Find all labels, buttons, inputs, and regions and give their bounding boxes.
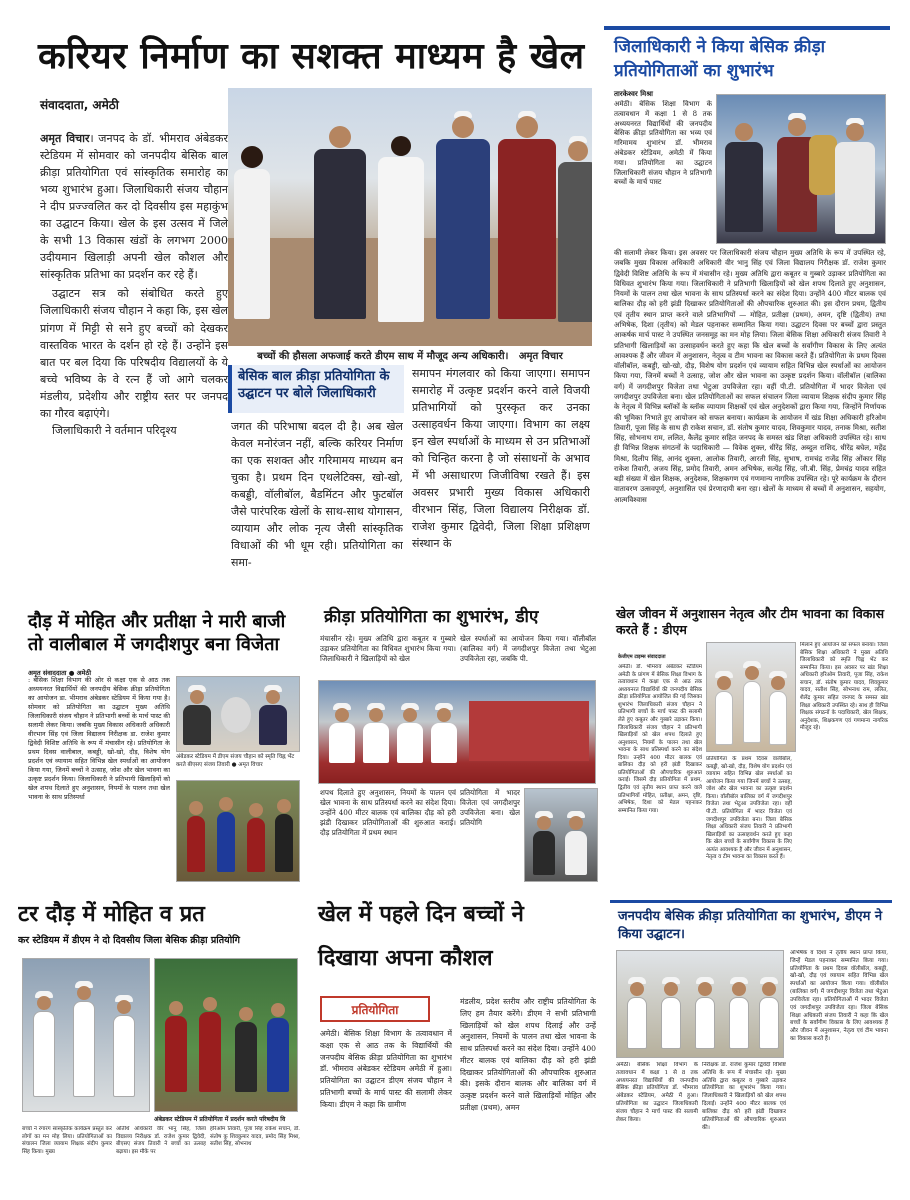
- foot-col-2: अतिथि अधिकारी वीर भानु सिंह, जिला विद्यालय निरीक्षक डॉ. राजेश कुमार द्विवेदी, बीएसए संजय तिवारी ने बच्चों का उत्साह बढ़ाया। इस मौके पर: [116, 1126, 206, 1155]
- headline: करियर निर्माण का सशक्त माध्यम है खेल: [38, 36, 585, 77]
- news-photo-kho-kho: [154, 958, 298, 1112]
- news-photo-ceremony: [616, 950, 784, 1058]
- para-1: । जनपद के डॉ. भीमराव अंबेडकर स्टेडियम में सोमवार को जनपदीय बेसिक बाल क्रीड़ा प्रतियोगिता एवं सांस्कृतिक समारोह का भव्य शुभारंभ हुआ। जिलाधिकारी संजय चौहान ने दीप प्रज्ज्वलित कर दो दिवसीय इस महाकुंभ का उद्घाटन किया। खेल के इस उत्सव में जिले के सभी 13 विकास खंडों के लगभग 2000 उदीयमान खिलाड़ी अपनी खेल कौशल और सांस्कृतिक प्रतिभा का प्रदर्शन कर रहे हैं।: [40, 132, 228, 282]
- section-tag-label: प्रतियोगिता: [351, 1002, 399, 1017]
- photo-caption: अंबेडकर स्टेडियम में डीएम संजय चौहान को स्मृति चिह्न भेंट करते बीएसए संजय तिवारी ● अमृत विचार: [176, 754, 295, 768]
- news-photo-dm-with-children: [228, 88, 592, 346]
- para-2: उद्घाटन सत्र को संबोधित करते हुए जिलाधिकारी संजय चौहान ने कहा कि, इस खेल प्रांगण में मिट्टी से सने हुए बच्चों को देखकर वास्तविक भारत के दर्शन हो रहे हैं। उन्होंने इस बात पर बल दिया कि परिषदीय विद्यालयों के ये बच्चे भविष्य के वे रत्न हैं जो आगे चलकर मंडलीय, प्रदेशीय और राष्ट्रीय स्तर पर जनपद का गौरव बढ़ाएंगे।: [40, 287, 228, 420]
- para-3: जिलाधिकारी ने वर्तमान परिदृश्य: [52, 423, 177, 437]
- byline: अमृत संवाददाता ● अमेठी: [28, 669, 91, 677]
- column-1: अमेठी। बेसिक शिक्षा विभाग के तत्वावधान में कक्षा एक से आठ तक के विद्यार्थियों की जनपदीय बेसिक क्रीड़ा प्रतियोगिता का शुभारंभ डॉ. भीमराव अंबेडकर स्टेडियम अमेठी में हुआ। प्रतियोगिता का उद्घाटन डीएम संजय चौहान ने प्रतिभागी बच्चों के मार्च पास्ट की सलामी लेकर किया। डीएम ने कहा कि ग्रामीण: [320, 1029, 452, 1109]
- headline-line-2: दिखाया अपना कौशल: [318, 946, 493, 971]
- headline: जनपदीय बेसिक क्रीड़ा प्रतियोगिता का शुभारंभ, डीएम ने किया उद्घाटन।: [618, 909, 883, 942]
- news-photo-yoga: [706, 642, 796, 752]
- clip-main-article: [28, 22, 596, 594]
- column-2: प्रतियोगिता के प्रथम दिवस वालीबॉल, कबड्डी, खो-खो, दौड़, विशेष योग प्रदर्शन एवं व्यायाम सहित विभिन्न खेल स्पर्धाओं का आयोजन किया गया जिनमें बच्चों ने उत्साह, जोश और खेल भावना का उत्कृष्ट प्रदर्शन किया। वॉलीबॉल बालिका वर्ग में जगदीशपुर विजेता तथा भेटुआ उपविजेता रहा। वहीं पी.टी. प्रतियोगिता में भादर विजेता एवं जगदीशपुर उपविजेता बना। जिला बेसिक शिक्षा अधिकारी संजय तिवारी ने प्रतिभागी खिलाड़ियों का उत्साहवर्धन करते हुए कहा कि खेल बच्चों के सर्वांगीण विकास के लिए अत्यंत आवश्यक है और जीवन में अनुशासन, नेतृत्व व टीम भावना का विकास करते हैं।: [706, 756, 792, 861]
- headline: क्रीड़ा प्रतियोगिता का शुभारंभ, डीए: [324, 607, 539, 627]
- byline: संवाददाता, अमेठी: [40, 98, 119, 112]
- article-column-2: जगत की परिभाषा बदल दी है। अब खेल केवल मनोरंजन नहीं, बल्कि करियर निर्माण का एक सशक्त और गरिमामय माध्यम बन चुका है। प्रथम दिन एथलेटिक्स, खो-खो, कबड्डी, वॉलीबॉल, बैडमिंटन और फुटबॉल जैसे पारंपरिक खेलों के साथ-साथ योगासन, व्यायाम और लोक नृत्य जैसी सांस्कृतिक विधाओं की भी धूम रही। प्रतियोगिता का समा-: [231, 420, 403, 570]
- headline: दौड़ में मोहित और प्रतीक्षा ने मारी बाजी तो वालीबाल में जगदीशपुर बना विजेता: [28, 611, 286, 656]
- bottom-right-text: प्रतियोगिता में भादर विजेता एवं जगदीशपुर उपविजेता बना। खेल प्रतियोगि: [460, 788, 520, 828]
- clip-discipline-teamwork: [610, 604, 892, 886]
- news-photo-yoga-pose: [22, 958, 150, 1112]
- article-body: की सलामी लेकर किया। इस अवसर पर जिलाधिकारी संजय चौहान मुख्य अतिथि के रूप में उपस्थित रहे, जबकि मुख्य विकास अधिकारी अधिकारी वीर भानु सिंह एवं जिला विद्यालय निरीक्षक डॉ. राजेश कुमार द्विवेदी विशिष्ट अतिथि के रूप में मंचासीन रहे। मुख्य अतिथि द्वारा कबूतर व गुब्बारे उड़ाकर प्रतियोगिता का विधिवत शुभारंभ किया गया। जिलाधिकारी ने प्रतिभागी खिलाड़ियों को खेल शपथ दिलाते हुए अनुशासन, नियमों के पालन तथा खेल भावना के साथ प्रतिस्पर्धा करने का संदेश दिया। उन्होंने 400 मीटर बालक एवं बालिका दौड़ को हरी झंडी दिखाकर प्रतियोगिताओं की औपचारिक शुरुआत की। इस दौरान प्रथम, द्वितीय एवं तृतीय स्थान प्राप्त करने वाले प्रतिभागियों — मोहित, प्रतीक्षा (प्रथम), अमन, दृष्टि (द्वितीय) तथा अभिषेक, दिशा (तृतीय) को मेडल पहनाकर सम्मानित किया गया। उद्घाटन दिवस पर बच्चों द्वारा प्रस्तुत आकर्षक मार्च पास्ट ने उपस्थित जनसमूह का मन मोह लिया। जिला बेसिक शिक्षा अधिकारी संजय तिवारी ने प्रतिभागी खिलाड़ियों का उत्साहवर्धन करते हुए कहा कि खेल बच्चों के सर्वांगीण विकास के लिए अत्यंत आवश्यक हैं और जीवन में अनुशासन, नेतृत्व व टीम भावना का विकास करते हैं। प्रतियोगिता के प्रथम दिवस वॉलीबॉल, कबड्डी, खो-खो, दौड़, विशेष योग प्रदर्शन एवं व्यायाम सहित विभिन्न खेल स्पर्धाओं का आयोजन किया गया, जिनमें बच्चों ने उत्साह, जोश और खेल भावना का उत्कृष्ट प्रदर्शन किया। वॉलीबॉल (बालिका वर्ग) में जगदीशपुर विजेता तथा भेटुआ उपविजेता रहा। वहीं पी.टी. प्रतियोगिता में भादर विजेता एवं जगदीशपुर उपविजेता बना। खेल प्रतियोगिताओं का सफल संचालन जिला व्यायाम शिक्षक संदीप कुमार सिंह के नेतृत्व में विभिन्न ब्लॉकों के ब्लॉक व्यायाम शिक्षकों एवं खेल अनुदेशकों द्वारा किया गया, जिन्होंने निर्णायक की भूमिका निभाते हुए आयोजन को सफल बनाया। कार्यक्रम के आयोजन में खंड शिक्षा अधिकारी हरिओम तिवारी, पूजा सिंह के साथ ही राकेश सचान, डॉ. संतोष कुमार यादव, शिवकुमार यादव, तनाक मिश्रा, सतीश सिंह, सोभनाथ राम, ललित, कैलेंद्र कुमार सहित जनपद के समस्त खंड शिक्षा अधिकारी उपस्थित रहे। साथ ही विभिन्न शिक्षक संगठनों के पदाधिकारी — विवेक शुक्ल, धीरेंद्र सिंह, अब्दुल राशिद, धीरेंद्र बघेल, महेंद्र मिश्रा, दिलीप सिंह, आनंद शुक्ला, आलोक तिवारी, आरती सिंह, सुभाष, रामचंद्र राजेंद्र सिंह ओंकार सिंह राकेश तिवारी, अजय सिंह, प्रमोद तिवारी, अमन अभिषेक, सत्येंद्र सिंह, जी.बी. सिंह, प्रेमचंद्र यादव सहित बड़ी संख्या में खेल शिक्षक, अनुदेशक, शिक्षकगण एवं गणमान्य नागरिक उपस्थित रहे। पूरे कार्यक्रम के दौरान वातावरण उत्सवपूर्ण, अनुशासित एवं प्रेरणादायी बना रहा। खेलों के माध्यम से बच्चों में अनुशासन, सहयोग, आत्मविश्वास: [614, 248, 886, 504]
- foot-col-1: बच्चों ने रंगारंग सांस्कृतिक कार्यक्रम प्रस्तुत कर लोगों का मन मोह लिया। प्रतियोगिताओं का संचालन जिला व्यायाम शिक्षक संदीप कुमार सिंह किया। मुख्य: [22, 1126, 112, 1155]
- photo-caption: अंबेडकर स्टेडियम में प्रतियोगिता में प्रदर्शन करते परिषदीय वि: [154, 1116, 286, 1123]
- news-photo-memento: [176, 676, 300, 752]
- subhead: कर स्टेडियम में डीएम ने दो दिवसीय जिला बेसिक क्रीड़ा प्रतियोगि: [18, 935, 240, 946]
- bottom-mid-column: निरीक्षक डॉ. राजेश कुमार द्विवेदी विशिष्ट अतिथि के रूप में मंचासीन रहे। मुख्य अतिथि द्वारा कबूतर व गुब्बारे उड़ाकर प्रतियोगिता का शुभारंभ किया गया। जिलाधिकारी ने खिलाड़ियों को खेल शपथ दिलाई। उन्होंने 400 मीटर बालक एवं बालिका दौड़ को हरी झंडी दिखाकर प्रतियोगिताओं की औपचारिक शुरुआत की।: [702, 1062, 786, 1131]
- photo-caption: बच्चों की हौसला अफजाई करते डीएम साथ में मौजूद अन्य अधिकारी। अमृत विचार: [257, 351, 563, 362]
- section-tag: [320, 996, 430, 1022]
- column-2: मंडलीय, प्रदेश स्तरीय और राष्ट्रीय प्रतियोगिता के लिए हम तैयार करेंगे। डीएम ने सभी प्रतिभागी खिलाड़ियों को खेल शपथ दिलाई और उन्हें अनुशासन, नियमों के पालन तथा खेल भावना के साथ प्रतिस्पर्धा करने का संदेश दिया। उन्होंने 400 मीटर बालक एवं बालिका दौड़ को हरी झंडी दिखाकर प्रतियोगिताओं की औपचारिक शुरुआत की। इसके दौरान बालक और बालिका वर्ग में उत्कृष्ट प्रदर्शन करने वाले खिलाड़ियों मोहित और प्रतीक्षा (प्रथम), अमन: [460, 997, 596, 1112]
- headline-line-1: खेल में पहले दिन बच्चों ने: [318, 902, 524, 927]
- right-column: अभिषेक व दिशा ने तृतीय स्थान प्राप्त किया, जिन्हें मेडल पहनाकर सम्मानित किया गया। प्रतियोगिता के प्रथम दिवस वॉलीबॉल, कबड्डी, खो-खो, दौड़ एवं व्यायाम सहित विभिन्न खेल स्पर्धाओं का आयोजन किया गया। वॉलीबॉल (बालिका वर्ग) में जगदीशपुर विजेता तथा भेटुआ उपविजेता रहा। प्रतियोगिताओं में भादर विजेता एवं जगदीशपुर उपविजेता रहा। जिला बेसिक शिक्षा अधिकारी संजय तिवारी ने कहा कि खेल बच्चों के सर्वांगीण विकास के लिए आवश्यक हैं और जीवन में अनुशासन, नेतृत्व एवं टीम भावना का विकास करते हैं।: [790, 950, 888, 1043]
- article-body: : बेसिक शिक्षा विभाग की ओर से कक्षा एक से आठ तक अध्ययनरत विद्यार्थियों की जनपदीय बेसिक क्रीड़ा प्रतियोगिता का आयोजन डा. भीमराव अंबेडकर स्टेडियम में किया गया है। सोमवार को प्रतियोगिता का उद्घाटन मुख्य अतिथि जिलाधिकारी संजय चौहान ने प्रतिभागी बच्चों के मार्च पास्ट की सलामी लेकर किया। जबकि मुख्य विकास अधिकारी अधिकारी वीरभान सिंह एवं जिला विद्यालय निरीक्षक डा. राजेश कुमार द्विवेदी विशिष्ट अतिथि के रूप में मंचासीन रहे। प्रतियोगिता के प्रथम दिवस वालीबाल, कबड्डी, खो-खो, दौड़, विशेष योग प्रदर्शन एवं व्यायाम सहित विभिन्न खेल स्पर्धाओं का आयोजन किया गया, जिनमें बच्चों ने उत्साह, जोश और खेल भावना का उत्कृष्ट प्रदर्शन किया। जिलाधिकारी ने प्रतिभागी खिलाड़ियों को खेल शपथ दिलाते हुए अनुशासन, नियमों के पालन तथा खेल भावना के साथ प्रतिस्पर्धा: [28, 676, 170, 801]
- clip-competition-start: [314, 604, 600, 886]
- article-column-3: समापन मंगलवार को किया जाएगा। समापन समारोह में उत्कृष्ट प्रदर्शन करने वाले विजयी प्रतिभागियों को पुरस्कृत कर उनका उत्साहवर्धन किया जाएगा। विभाग का लक्ष्य इन खेल स्पर्धाओं के माध्यम से उन प्रतिभाओं को चिन्हित करना है जो संसाधनों के अभाव में भी असाधारण जिजीविषा रखते हैं। इस अवसर प्रभारी मुख्य विकास अधिकारी वीरभान सिंह, जिला विद्यालय निरीक्षक डॉ. राजेश कुमार द्विवेदी, जिला शिक्षा प्रशिक्षण संस्थान के: [412, 367, 590, 551]
- article-column-1: [40, 130, 228, 590]
- intro-text: अमेठी। बेसिक शिक्षा विभाग के तत्वावधान में कक्षा 1 से 8 तक अध्ययनरत विद्यार्थियों की जनपदीय बेसिक क्रीड़ा प्रतियोगिता का भव्य एवं गरिमामय शुभारंभ डॉ. भीमराव अंबेडकर स्टेडियम, अमेठी में किया गया। प्रतियोगिता का उद्घाटन जिलाधिकारी संजय चौहान ने प्रतिभागी बच्चों के मार्च पास्ट: [614, 100, 712, 187]
- byline: केजीएम टाइम्स संवाददाता: [618, 654, 666, 660]
- clip-race-winners: [18, 604, 304, 886]
- top-right-text: खेल स्पर्धाओं का आयोजन किया गया। वॉलीबॉल (बालिका वर्ग) में जगदीशपुर विजेता तथा भेटुआ उपविजेता रहा, जबकि पी.: [460, 634, 596, 664]
- top-left-text: मंचासीन रहे। मुख्य अतिथि द्वारा कबूतर व गुब्बारे उड़ाकर प्रतियोगिता का विधिवत शुभारंभ किया गया। जिलाधिकारी ने खिलाड़ियों को खेल: [320, 634, 456, 664]
- clip-dm-inaugurates: [604, 26, 890, 598]
- column-3: मिलाने हुए आयोजन को सफल बनाया। जिला बेसिक शिक्षा अधिकारी ने मुख्य अतिथि जिलाधिकारी को स्मृति चिह्न भेंट कर सम्मानित किया। इस अवसर पर खंड शिक्षा अधिकारी हरिओम तिवारी, पूजा सिंह, राकेश सचान, डॉ. संतोष कुमार यादव, शिवकुमार यादव, सतीश सिंह, सोभनाथ राम, ललित, शैलेंद्र कुमार सहित जनपद के समस्त खंड शिक्षा अधिकारी उपस्थित रहे। साथ ही विभिन्न शिक्षक संगठनों के पदाधिकारी, खेल शिक्षक, अनुदेशक, शिक्षकगण एवं गणमान्य नागरिक मौजूद रहे।: [800, 642, 888, 732]
- foot-col-3: हरिओम तिवारी, पूजा सिंह राकेश सचान, डॉ. संतोष कु शिवकुमार यादव, प्रमोद सिंह मिश्रा, सतीश सिंह, सोभनाथ: [210, 1126, 300, 1148]
- subhead-box: [228, 365, 404, 413]
- clip-race-result-bottom: [18, 896, 302, 1186]
- byline: तारकेश्वर मिश्रा: [614, 90, 653, 98]
- news-photo-trophy: [716, 94, 886, 244]
- caption-credit: अमृत विचार: [518, 351, 563, 362]
- headline: जिलाधिकारी ने किया बेसिक क्रीड़ा प्रतियोगिताओं का शुभारंभ: [614, 37, 826, 81]
- lead-org: अमृत विचार: [40, 132, 90, 145]
- column-1: अमेठी। डॉ. भीमराव अंबेडकर स्टेडियम अमेठी के प्रांगण में बेसिक शिक्षा विभाग के तत्वावधान में कक्षा एक से आठ तक अध्ययनरत विद्यार्थियों की जनपदीय बेसिक क्रीड़ा प्रतियोगिता आयोजित की गई जिसका शुभारंभ जिलाधिकारी संजय चौहान ने प्रतिभागी बच्चों के मार्च पास्ट की सलामी लेते हुए कबूतर और गुब्बारे उड़ाकर किया। जिलाधिकारी संजय चौहान ने प्रतिभागी खिलाड़ियों को खेल शपथ दिलाते हुए अनुशासन, नियमों के पालन तथा खेल भावना के साथ प्रतिस्पर्धा करने का संदेश दिया। उन्होंने 400 मीटर बालक एवं बालिका दौड़ को हरी झंडी दिखाकर प्रतियोगिताओं की औपचारिक शुरुआत कराई। जिसमें दौड़ प्रतियोगिता में प्रथम, द्वितीय एवं तृतीय स्थान प्राप्त करने वाले प्रतिभागियों मोहित, प्रतीक्षा, अमन, दृष्टि, अभिषेक, दिशा को मेडल पहनाकर सम्मानित किया गया।: [618, 664, 702, 814]
- subhead: बेसिक बाल क्रीड़ा प्रतियोगिता के उद्घाटन पर बोले जिलाधिकारी: [238, 369, 390, 401]
- headline: खेल जीवन में अनुशासन नेतृत्व और टीम भावना का विकास करते हैं : डीएम: [616, 606, 885, 638]
- news-photo-oath: [524, 788, 598, 882]
- headline: टर दौड़ में मोहित व प्रत: [18, 902, 205, 927]
- news-photo-stage: [318, 680, 596, 784]
- clip-first-day-skills: [312, 896, 600, 1186]
- news-photo-athletes: [176, 780, 300, 882]
- clip-district-inauguration: [610, 900, 892, 1186]
- bottom-left-column: अमेठी। बेसिक शिक्षा विभाग के तत्वावधान में कक्षा 1 से 8 तक अध्ययनरत विद्यार्थियों की जनपदीय बेसिक क्रीड़ा प्रतियोगिता डॉ. भीमराव अंबेडकर स्टेडियम, अमेठी में हुआ। प्रतियोगिता का उद्घाटन जिलाधिकारी संजय चौहान ने मार्च पास्ट की सलामी लेकर किया।: [616, 1062, 698, 1123]
- bottom-left-text: शपथ दिलाते हुए अनुशासन, नियमों के पालन एवं खेल भावना के साथ प्रतिस्पर्धा करने का संदेश दिया। उन्होंने 400 मीटर बालक एवं बालिका दौड़ को हरी झंडी दिखाकर प्रतियोगिताओं की शुरुआत कराई। दौड़ प्रतियोगिता में प्रथम स्थान: [320, 788, 456, 838]
